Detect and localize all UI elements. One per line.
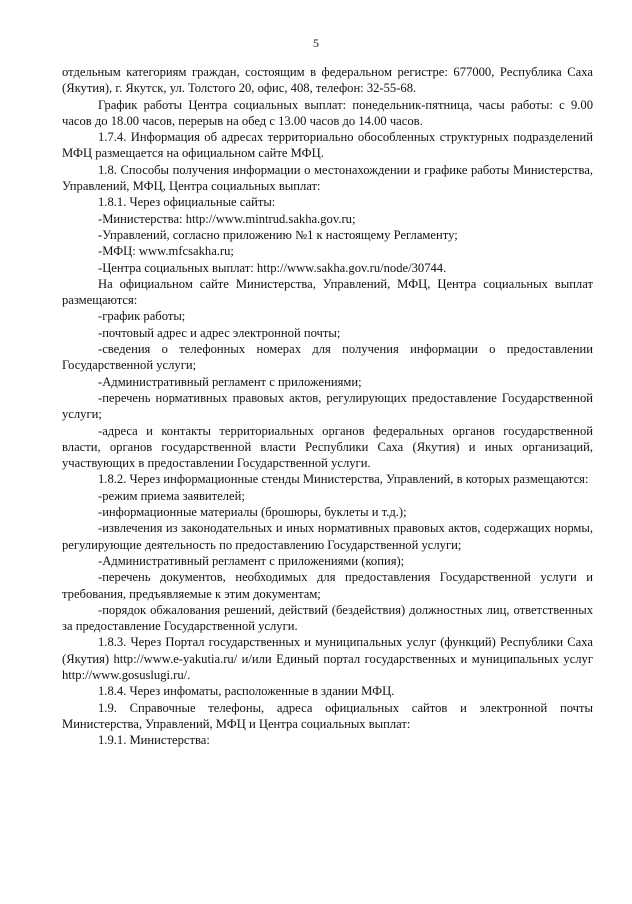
list-item: -извлечения из законодательных и иных нормативных правовых актов, содержащих нормы, регулирующие деятельность по предоставлению Государственной услуги;: [62, 521, 593, 552]
list-item: -сведения о телефонных номерах для получения информации о предоставлении Государственной услуги;: [62, 342, 593, 373]
list-item: -перечень нормативных правовых актов, регулирующих предоставление Государственной услуги;: [62, 390, 593, 422]
list-item: -информационные материалы (брошюры, буклеты и т.д.);: [98, 505, 407, 520]
list-item: -Центра социальных выплат: http://www.sakha.gov.ru/node/30744.: [98, 260, 447, 275]
paragraph: отдельным категориям граждан, состоящим в федеральном регистре: 677000, Республика Саха (Якутия), г. Якутск, ул. Толстого 20, офис, 408, телефон: 32-55-68.: [62, 65, 593, 96]
paragraph: 1.9. Справочные телефоны, адреса официальных сайтов и электронной почты Министерства, Управлений, МФЦ и Центра социальных выплат:: [62, 700, 593, 731]
paragraph: График работы Центра социальных выплат: понедельник-пятница, часы работы: с 9.00 часов до 18.00 часов, перерыв на обед с 13.00 часов до 14.00 часов.: [62, 97, 593, 128]
paragraph: 1.8. Способы получения информации о местонахождении и графике работы Министерства, Управлений, МФЦ, Центра социальных выплат:: [62, 162, 593, 194]
paragraph: 1.8.3. Через Портал государственных и муниципальных услуг (функций) Республики Саха (Якутия) http://www.e-yakutia.ru/ и/или Единый портал государственных и муниципальных услуг http://www.gosuslugi.ru/.: [62, 635, 593, 682]
paragraph: 1.8.2. Через информационные стенды Министерства, Управлений, в которых размещаются:: [98, 472, 589, 487]
document-body: [62, 64, 593, 748]
list-item: -режим приема заявителей;: [98, 488, 245, 503]
list-item: -Министерства: http://www.mintrud.sakha.gov.ru;: [98, 211, 356, 226]
list-item: -Административный регламент с приложениями (копия);: [98, 553, 405, 568]
list-item: -почтовый адрес и адрес электронной почты;: [98, 325, 341, 340]
list-item: -МФЦ: www.mfcsakha.ru;: [98, 244, 234, 259]
paragraph: 1.8.4. Через инфоматы, расположенные в здании МФЦ.: [98, 684, 395, 699]
paragraph: 1.8.1. Через официальные сайты:: [98, 195, 276, 210]
page-number: 5: [313, 36, 319, 50]
paragraph: 1.7.4. Информация об адресах территориально обособленных структурных подразделений МФЦ размещается на официальном сайте МФЦ.: [62, 130, 593, 161]
paragraph: На официальном сайте Министерства, Управлений, МФЦ, Центра социальных выплат размещаются:: [62, 276, 593, 308]
list-item: -порядок обжалования решений, действий (бездействия) должностных лиц, ответственных за предоставление Государственной услуги.: [62, 602, 593, 634]
list-item: -Управлений, согласно приложению №1 к настоящему Регламенту;: [98, 227, 458, 242]
list-item: -Административный регламент с приложениями;: [98, 374, 362, 389]
paragraph: 1.9.1. Министерства:: [98, 733, 210, 748]
list-item: -адреса и контакты территориальных органов федеральных органов государственной власти, органов государственной власти Республики Саха (Якутия) и иных организаций, участвующих в предоставлении Государственной услуги.: [62, 423, 593, 471]
list-item: -перечень документов, необходимых для предоставления Государственной услуги и требования, предъявляемые к этим документам;: [62, 570, 593, 601]
list-item: -график работы;: [98, 309, 186, 324]
